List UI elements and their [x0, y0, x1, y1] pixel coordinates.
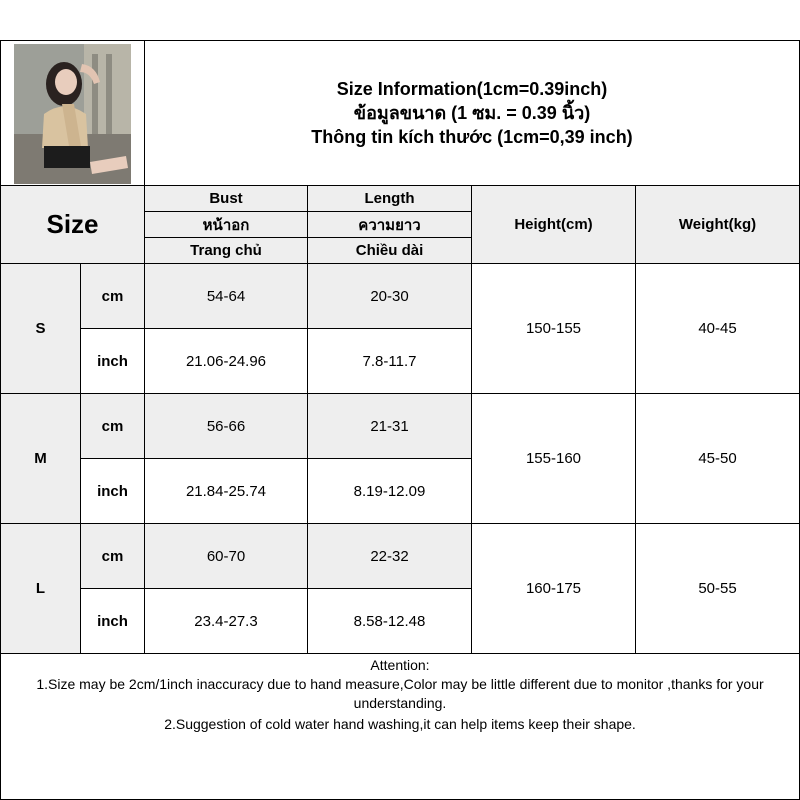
title-cell	[144, 40, 800, 186]
length-cm: 20-30	[307, 263, 472, 329]
unit-cm: cm	[80, 393, 145, 459]
title-vi: Thông tin kích thước (1cm=0,39 inch)	[311, 127, 633, 147]
length-header-th: ความยาว	[307, 211, 472, 238]
attention-line-2: 2.Suggestion of cold water hand washing,it can help items keep their shape.	[164, 716, 636, 732]
unit-inch: inch	[80, 458, 145, 524]
length-cm: 22-32	[307, 523, 472, 589]
weight-value: 40-45	[635, 263, 800, 394]
length-inch: 8.19-12.09	[307, 458, 472, 524]
size-header: Size	[0, 185, 145, 264]
height-header: Height(cm)	[471, 185, 636, 264]
length-inch: 8.58-12.48	[307, 588, 472, 654]
bust-header-vi: Trang chủ	[144, 237, 308, 264]
bust-cm: 54-64	[144, 263, 308, 329]
length-inch: 7.8-11.7	[307, 328, 472, 394]
unit-cm: cm	[80, 263, 145, 329]
height-value: 150-155	[471, 263, 636, 394]
weight-header: Weight(kg)	[635, 185, 800, 264]
size-s: S	[0, 263, 81, 394]
bust-inch: 21.84-25.74	[144, 458, 308, 524]
unit-inch: inch	[80, 588, 145, 654]
weight-value: 45-50	[635, 393, 800, 524]
bust-cm: 60-70	[144, 523, 308, 589]
bust-inch: 21.06-24.96	[144, 328, 308, 394]
attention-box	[0, 653, 800, 800]
unit-inch: inch	[80, 328, 145, 394]
size-m: M	[0, 393, 81, 524]
model-image	[14, 44, 131, 184]
title-th: ข้อมูลขนาด (1 ซม. = 0.39 นิ้ว)	[353, 103, 591, 123]
bust-header-en: Bust	[144, 185, 308, 212]
unit-cm: cm	[80, 523, 145, 589]
length-cm: 21-31	[307, 393, 472, 459]
bust-cm: 56-66	[144, 393, 308, 459]
length-header-vi: Chiều dài	[307, 237, 472, 264]
product-photo	[14, 44, 131, 184]
length-header-en: Length	[307, 185, 472, 212]
bust-header-th: หน้าอก	[144, 211, 308, 238]
bust-inch: 23.4-27.3	[144, 588, 308, 654]
attention-title: Attention:	[370, 657, 430, 673]
weight-value: 50-55	[635, 523, 800, 654]
height-value: 155-160	[471, 393, 636, 524]
attention-line-1: 1.Size may be 2cm/1inch inaccuracy due to hand measure,Color may be little different due to monitor ,thanks for your understanding.	[36, 676, 764, 711]
height-value: 160-175	[471, 523, 636, 654]
size-l: L	[0, 523, 81, 654]
title-en: Size Information(1cm=0.39inch)	[336, 79, 608, 99]
